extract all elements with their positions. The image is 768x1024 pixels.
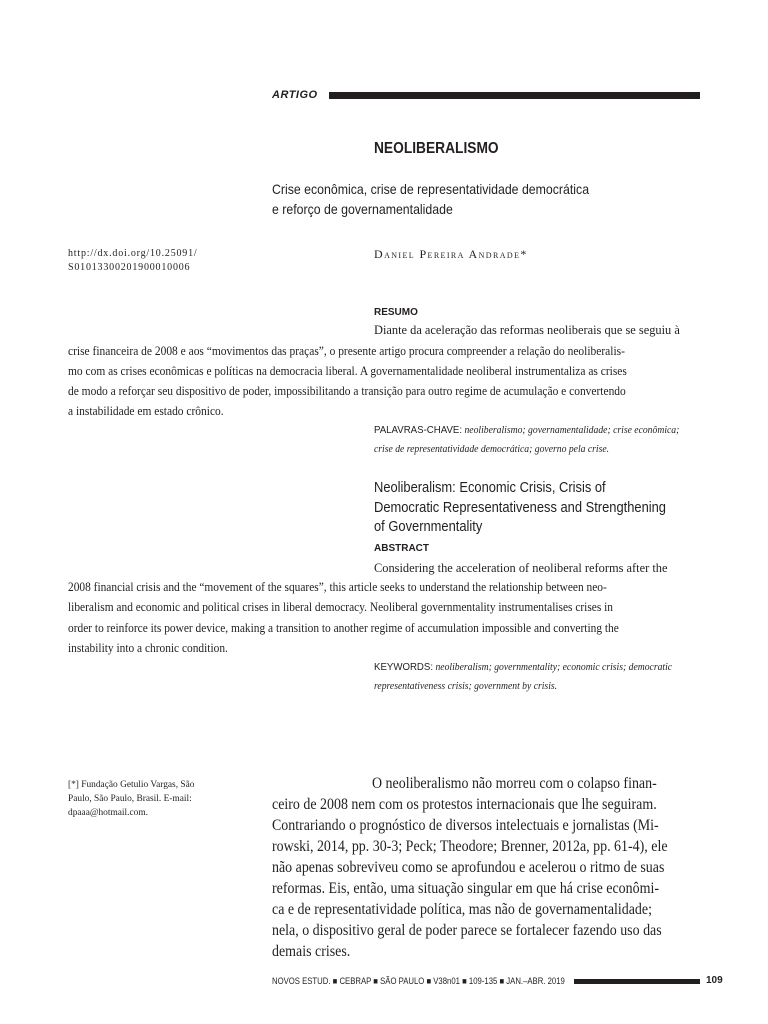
- subtitle-line-text: e reforço de governamentalidade: [272, 201, 453, 217]
- body-line: [272, 943, 359, 961]
- author-name: Daniel Pereira Andrade*: [374, 247, 528, 261]
- resumo-line-text: de modo a reforçar seu dispositivo de poder, impossibilitando a transição para outro regime de acumulação e convertendo: [68, 384, 626, 398]
- abstract-first-line: Considering the acceleration of neoliberal reforms after the: [374, 561, 668, 575]
- footer-citation-text: NOVOS ESTUD. ■ CEBRAP ■ SÃO PAULO ■ V38n01 ■ 109-135 ■ JAN.–ABR. 2019: [272, 976, 565, 986]
- resumo-line-text: a instabilidade em estado crônico.: [68, 404, 224, 418]
- abstract-line-text: 2008 financial crisis and the “movement of the squares”, this article seeks to understand the relationship between neo-: [68, 580, 607, 594]
- abstract-line-text: instability into a chronic condition.: [68, 641, 228, 655]
- body-line: [272, 817, 702, 835]
- footnote-email[interactable]: dpaaa@hotmail.com.: [68, 808, 148, 818]
- english-title-line: [374, 519, 496, 535]
- palavras-chave: [374, 424, 706, 436]
- palavras-chave-terms: neoliberalismo; governamentalidade; crise econômica;: [464, 425, 680, 436]
- resumo-line: [68, 404, 236, 419]
- page-number: 109: [706, 975, 723, 986]
- article-title-text: NEOLIBERALISMO: [374, 140, 499, 157]
- english-title-line: [374, 480, 634, 496]
- abstract-line: [68, 600, 660, 615]
- keywords-row: [374, 661, 672, 673]
- resumo-line: [68, 384, 671, 399]
- footer-rule: [574, 979, 700, 984]
- body-line-text: demais crises.: [272, 943, 351, 960]
- body-line-text: ca e de representatividade política, mas não de governamentalidade;: [272, 901, 652, 918]
- abstract-heading: ABSTRACT: [374, 543, 429, 554]
- body-line: [272, 880, 702, 898]
- english-title-text: of Governmentality: [374, 519, 483, 535]
- body-line-text: reformas. Eis, então, uma situação singular em que há crise econômi-: [272, 880, 659, 897]
- footnote-line: [*] Fundação Getulio Vargas, São: [68, 780, 195, 790]
- resumo-first-line: Diante da aceleração das reformas neoliberais que se seguiu à: [374, 323, 680, 337]
- abstract-line: [68, 580, 654, 595]
- abstract-line-text: order to reinforce its power device, making a transition to another regime of accumulation impossible and converting the: [68, 621, 619, 635]
- body-line: [272, 859, 708, 877]
- keywords-terms: neoliberalism; governmentality; economic crisis; democratic: [435, 662, 673, 673]
- section-rule: [329, 92, 700, 99]
- body-line: [272, 796, 699, 814]
- abstract-line: [68, 621, 667, 636]
- body-line-text: Contrariando o prognóstico de diversos intelectuais e jornalistas (Mi-: [272, 817, 659, 834]
- keywords: [374, 661, 698, 673]
- body-line-text: ceiro de 2008 nem com os protestos internacionais que lhe seguiram.: [272, 796, 657, 813]
- palavras-chave-terms-cont: crise de representatividade democrática; governo pela crise.: [374, 444, 610, 455]
- body-line-text: O neoliberalismo não morreu com o colapso finan-: [372, 775, 657, 792]
- body-line-text: rowski, 2014, pp. 30-3; Peck; Theodore; Brenner, 2012a, pp. 61-4), ele: [272, 838, 668, 855]
- subtitle-line: [272, 201, 477, 217]
- body-first-line: [372, 775, 688, 793]
- footnote-line: Paulo, São Paulo, Brasil. E-mail:: [68, 794, 192, 804]
- doi-link-cont[interactable]: S01013300201900010006: [68, 262, 191, 273]
- palavras-chave-label: PALAVRAS-CHAVE:: [374, 424, 463, 436]
- resumo-line-text: mo com as crises econômicas e políticas na democracia liberal. A governamentalidade neoliberal instrumentaliza as crises: [68, 364, 627, 378]
- resumo-line: [68, 344, 670, 359]
- palavras-chave-cont: [374, 444, 630, 455]
- resumo-heading: RESUMO: [374, 307, 418, 318]
- subtitle-line-text: Crise econômica, crise de representatividade democrática: [272, 181, 590, 197]
- body-line-text: não apenas sobreviveu como se aprofundou e acelerou o ritmo de suas: [272, 859, 665, 876]
- resumo-line-text: crise financeira de 2008 e aos “movimentos das praças”, o presente artigo procura compreender a relação do neoliberalis-: [68, 344, 625, 358]
- doi-link[interactable]: http://dx.doi.org/10.25091/: [68, 248, 198, 259]
- english-title-text: Democratic Representativeness and Strengthening: [374, 500, 666, 516]
- abstract-line: [68, 641, 242, 656]
- body-line: [272, 838, 711, 856]
- section-label: ARTIGO: [272, 89, 318, 101]
- palavras-chave-row: [374, 424, 679, 436]
- english-title-text: Neoliberalism: Economic Crisis, Crisis of: [374, 480, 606, 496]
- body-line: [272, 901, 694, 919]
- abstract-line-text: liberalism and economic and political crises in liberal democracy. Neoliberal governmentality instrumentalises crises in: [68, 600, 613, 614]
- body-line-text: nela, o dispositivo geral de poder parece se fortalecer fazendo uso das: [272, 922, 662, 939]
- article-title: [374, 140, 519, 158]
- body-line: [272, 922, 705, 940]
- footer-citation: [272, 976, 613, 986]
- resumo-line: [68, 364, 672, 379]
- keywords-cont: [374, 681, 573, 692]
- english-title-line: [374, 500, 702, 516]
- keywords-terms-cont: representativeness crisis; government by crisis.: [374, 681, 558, 692]
- subtitle-line: [272, 181, 632, 197]
- keywords-label: KEYWORDS:: [374, 661, 434, 673]
